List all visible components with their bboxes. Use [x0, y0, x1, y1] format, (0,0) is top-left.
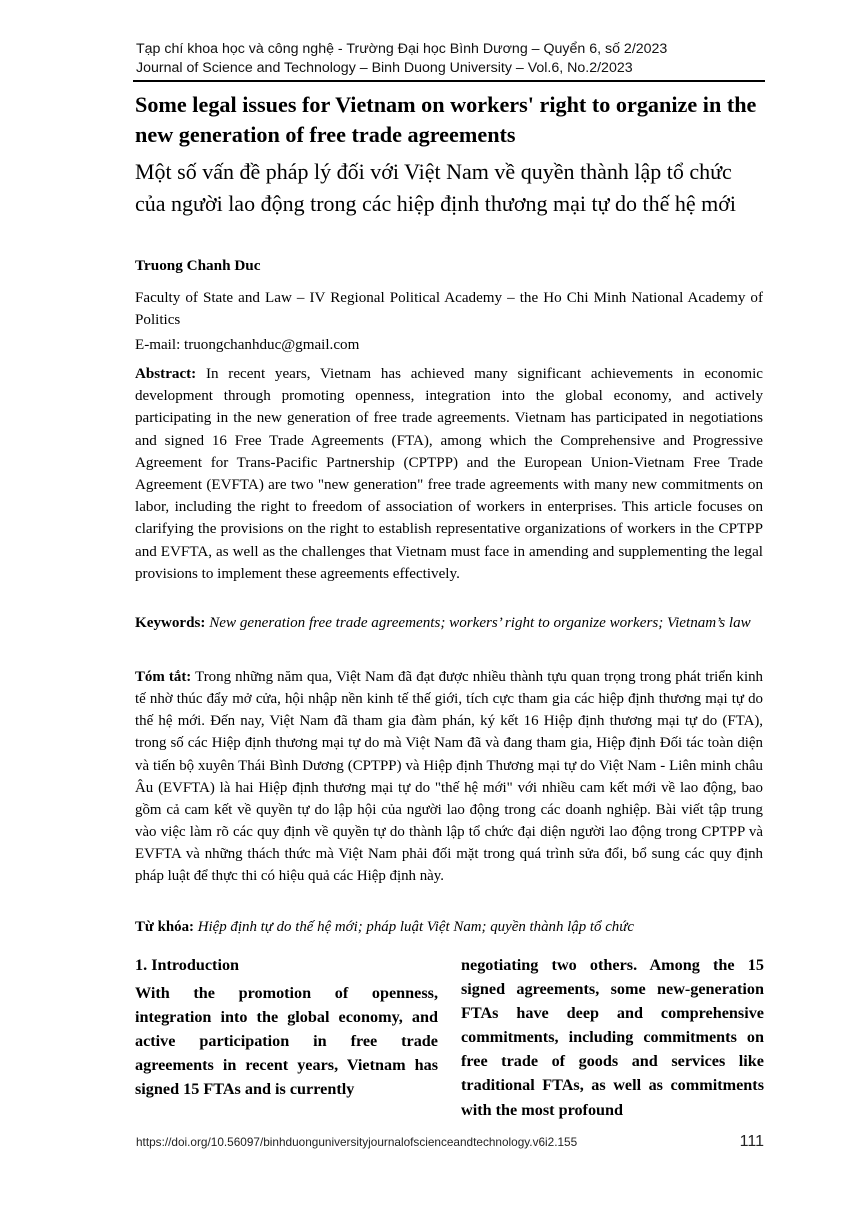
article-title-vietnamese: Một số vấn đề pháp lý đối với Việt Nam về quyền thành lập tổ chức của người lao động trong các hiệp định thương mại tự do thế hệ mới: [135, 159, 736, 216]
header-line-english: Journal of Science and Technology – Binh Duong University – Vol.6, No.2/2023: [136, 60, 633, 76]
header-divider: [133, 80, 765, 82]
article-title-english: Some legal issues for Vietnam on workers' right to organize in the new generation of free trade agreements: [135, 92, 757, 147]
author-name: Truong Chanh Duc: [135, 257, 261, 274]
tu-khoa-label: Từ khóa:: [135, 919, 195, 935]
keywords-text: New generation free trade agreements; workers’ right to organize workers; Vietnam’s law: [209, 615, 751, 631]
author-email: E-mail: truongchanhduc@gmail.com: [135, 337, 360, 353]
introduction-text-left: With the promotion of openness, integration into the global economy, and active participation in free trade agreements in recent years, Vietnam has signed 15 FTAs and is currently: [135, 984, 438, 1099]
tom-tat-text: Trong những năm qua, Việt Nam đã đạt được nhiều thành tựu quan trọng trong phát triển kinh tế nhờ thúc đẩy mở cửa, hội nhập nền kinh tế thế giới, tích cực tham gia các hiệp định thương mại tự do thế hệ mới. Đến nay, Việt Nam đã tham gia đàm phán, ký kết 16 Hiệp định thương mại tự do (FTA), trong số các Hiệp định thương mại tự do mà Việt Nam đã và đang tham gia, Hiệp định Đối tác toàn diện và tiến bộ xuyên Thái Bình Dương (CPTPP) và Hiệp định Thương mại tự do Việt Nam - Liên minh châu Âu (EVFTA) là hai Hiệp định thương mại tự do "thế hệ mới" với nhiều cam kết mới về lao động, bao gồm cả cam kết về quyền tự do lập hội của người lao động trong các doanh nghiệp. Bài viết tập trung vào việc làm rõ các quy định về quyền tự do thành lập tổ chức đại diện người lao động trong CPTPP và EVFTA và những thách thức mà Việt Nam phải đối mặt trong quá trình sửa đổi, bổ sung các quy định pháp luật để thực thi có hiệu quả các Hiệp định này.: [135, 669, 763, 885]
abstract-text: In recent years, Vietnam has achieved many significant achievements in economic development through promoting openness, integration into the global economy, and actively participating in the new generation of free trade agreements. Vietnam has participated in negotiations and signed 16 Free Trade Agreements (FTA), among which the Comprehensive and Progressive Agreement for Trans-Pacific Partnership (CPTPP) and the European Union-Vietnam Free Trade Agreement (EVFTA) are two "new generation" free trade agreements with many new commitments on labor, including the right to freedom of association of workers in enterprises. This article focuses on clarifying the provisions on the right to establish representative organizations of workers in the CPTPP and EVFTA, as well as the challenges that Vietnam must face in amending and supplementing the legal provisions to implement these agreements effectively.: [135, 366, 763, 582]
keywords-vietnamese: [135, 916, 763, 938]
header-line-vietnamese: Tạp chí khoa học và công nghệ - Trường Đại học Bình Dương – Quyển 6, số 2/2023: [136, 41, 668, 57]
abstract: [135, 363, 763, 585]
doi-link[interactable]: https://doi.org/10.56097/binhduonguniversityjournalofscienceandtechnology.v6i2.155: [136, 1135, 578, 1149]
tu-khoa-text: Hiệp định tự do thế hệ mới; pháp luật Việt Nam; quyền thành lập tổ chức: [197, 919, 634, 935]
body-column-left: [135, 953, 438, 1102]
body-column-right: [461, 953, 764, 1122]
keywords: [135, 612, 763, 634]
page-number: 111: [739, 1133, 764, 1150]
abstract-label: Abstract:: [135, 366, 197, 382]
author-affiliation: Faculty of State and Law – IV Regional Political Academy – the Ho Chi Minh National Academy of Politics: [135, 290, 763, 328]
tom-tat-label: Tóm tắt:: [135, 669, 192, 685]
introduction-text-right: negotiating two others. Among the 15 signed agreements, some new-generation FTAs have deep and comprehensive commitments, including commitments on free trade of goods and services like traditional FTAs, as well as commitments with the most profound: [461, 956, 764, 1119]
keywords-label: Keywords:: [135, 615, 206, 631]
section-heading-introduction: 1. Introduction: [135, 956, 240, 974]
journal-header: [136, 40, 764, 78]
abstract-vietnamese: [135, 666, 763, 888]
